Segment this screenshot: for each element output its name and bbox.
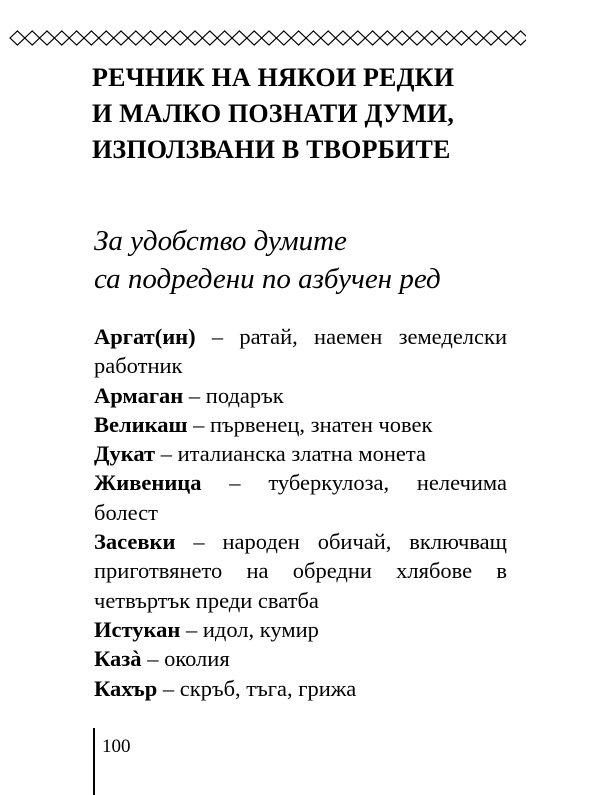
glossary-definition: – първенец, знатен човек bbox=[187, 411, 433, 437]
glossary-entry bbox=[94, 439, 507, 468]
title-line: ИЗПОЛЗВАНИ В ТВОРБИТЕ bbox=[92, 135, 451, 164]
glossary-entry bbox=[94, 381, 507, 410]
glossary-entry bbox=[94, 644, 507, 673]
diamond-chain-border-icon bbox=[6, 30, 526, 46]
subtitle bbox=[94, 222, 514, 298]
glossary-entry bbox=[94, 468, 507, 527]
page-number: 100 bbox=[102, 736, 131, 757]
glossary-definition: – скръб, тъга, грижа bbox=[157, 675, 357, 701]
glossary-term: Армаган bbox=[94, 382, 184, 408]
title-line: И МАЛКО ПОЗНАТИ ДУМИ, bbox=[92, 99, 455, 128]
glossary-definition: – туберкулоза, нелечима болест bbox=[94, 470, 507, 525]
glossary-term: Казà bbox=[94, 646, 142, 672]
glossary-term: Аргат(ин) bbox=[94, 324, 196, 349]
subtitle-line: са подредени по азбучен ред bbox=[94, 263, 441, 295]
subtitle-line: За удобство думите bbox=[94, 225, 347, 257]
glossary-entry bbox=[94, 527, 507, 615]
glossary-list bbox=[94, 322, 507, 703]
glossary-definition: – народен обичай, включващ приготвянето на обредни хлябове в четвъртък преди сватба bbox=[94, 529, 507, 613]
page-number-rule bbox=[93, 728, 95, 795]
glossary-definition: – околия bbox=[141, 646, 230, 672]
glossary-definition: – ратай, наемен земеделски работник bbox=[94, 324, 507, 379]
glossary-definition: – италианска златна монета bbox=[155, 441, 427, 467]
glossary-term: Кахър bbox=[94, 675, 158, 701]
glossary-entry bbox=[94, 322, 507, 381]
glossary-term: Великаш bbox=[94, 411, 188, 437]
glossary-definition: – идол, кумир bbox=[180, 616, 319, 642]
diamond-chain-path bbox=[10, 31, 526, 45]
glossary-term: Живеница bbox=[94, 470, 202, 496]
glossary-term: Засевки bbox=[94, 529, 176, 555]
glossary-term: Истукан bbox=[94, 616, 181, 642]
glossary-term: Дукат bbox=[94, 441, 156, 467]
glossary-entry bbox=[94, 615, 507, 644]
title-line: РЕЧНИК НА НЯКОИ РЕДКИ bbox=[92, 63, 455, 92]
glossary-entry bbox=[94, 410, 507, 439]
glossary-entry bbox=[94, 674, 507, 703]
glossary-definition: – подарък bbox=[183, 382, 284, 408]
page-title bbox=[92, 60, 512, 168]
